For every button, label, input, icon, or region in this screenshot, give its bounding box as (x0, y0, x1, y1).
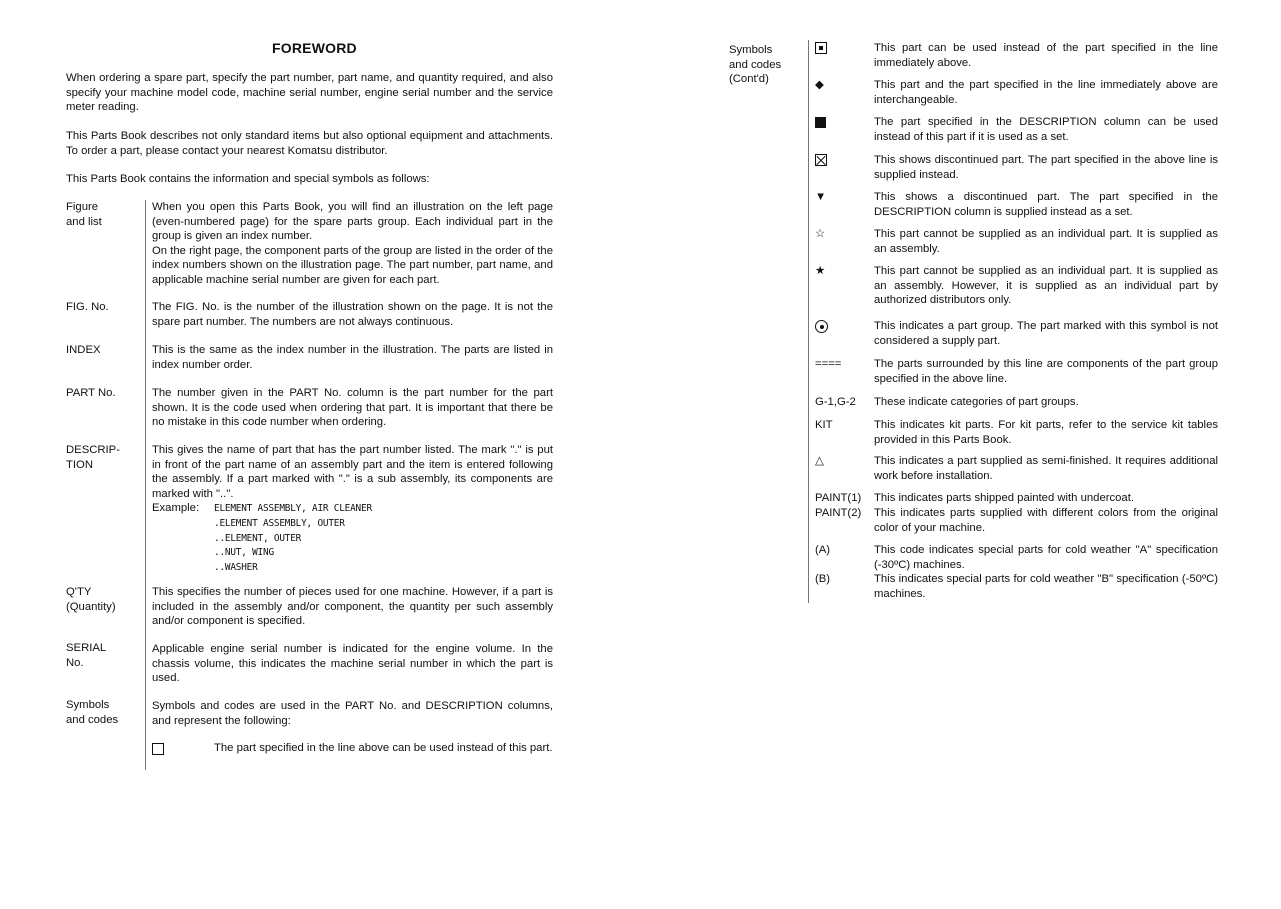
empty-square-icon (152, 742, 164, 759)
qty-label: Q'TY (Quantity) (66, 586, 116, 613)
example-label: Example: (152, 502, 200, 515)
part-no-label: PART No. (66, 387, 116, 399)
symbol-description: This indicates special parts for cold weather "B" specification (-50ºC) machines. (874, 573, 1218, 600)
example-line: .ELEMENT ASSEMBLY, OUTER (214, 517, 345, 529)
example-line: ..WASHER (214, 561, 258, 573)
example-line: ..ELEMENT, OUTER (214, 532, 302, 544)
symbol-code: PAINT(2) (815, 507, 862, 519)
intro-paragraph-1: When ordering a spare part, specify the part number, part name, and quantity required, and also specify your machine model code, machine serial number, engine serial number and the service meter reading. (66, 72, 553, 114)
figure-label: Figure and list (66, 201, 102, 228)
symbol-description: This code indicates special parts for cold weather "A" specification (-30ºC) machines. (874, 544, 1218, 571)
dotted-square-icon (815, 41, 871, 58)
filled-square-icon (815, 115, 871, 131)
symbol-description: This shows a discontinued part. The part specified in the DESCRIPTION column is supplied instead as a set. (874, 191, 1218, 218)
circled-dot-icon (815, 319, 871, 337)
description-text: This gives the name of part that has the part number listed. The mark "." is put in front of the part name of an assembly part and the item is entered following the assembly. If a part marked with "." is a sub assembly, its components are marked with "..". Example: ELEMENT ASSEMBLY, AIR CLEANER .ELEMENT ASSEMBLY, OUTER ..ELEMENT, OUTER ..NUT, WING ..WASHER (152, 443, 553, 575)
outline-star-icon: ☆ (815, 228, 826, 240)
symbol-description: This indicates a part group. The part marked with this symbol is not considered a supply part. (874, 320, 1218, 347)
symbol-description: This indicates parts shipped painted with undercoat. (874, 492, 1134, 504)
symbol-code: ==== (815, 358, 842, 370)
symbol-description: The part specified in the DESCRIPTION column can be used instead of this part if it is used as a set. (874, 116, 1218, 143)
symbol-code: (B) (815, 573, 831, 585)
symbol-description: This part and the part specified in the line immediately above are interchangeable. (874, 79, 1218, 106)
fig-no-label: FIG. No. (66, 301, 109, 313)
filled-star-icon: ★ (815, 265, 826, 277)
index-text: This is the same as the index number in the illustration. The parts are listed in index number order. (152, 344, 553, 371)
symbol-code: PAINT(1) (815, 492, 862, 504)
down-triangle-icon: ▼ (815, 191, 827, 203)
page-title: FOREWORD (272, 40, 357, 56)
intro-paragraph-2: This Parts Book describes not only standard items but also optional equipment and attachments. To order a part, please contact your nearest Komatsu distributor. (66, 130, 553, 157)
symbol-description: This part cannot be supplied as an individual part. It is supplied as an assembly. (874, 228, 1218, 255)
symbols-text: Symbols and codes are used in the PART No. and DESCRIPTION columns, and represent the following: (152, 700, 553, 727)
left-divider (145, 200, 146, 770)
symbol-description: This part can be used instead of the part specified in the line immediately above. (874, 42, 1218, 69)
triangle-icon: △ (815, 455, 824, 467)
symbol-code: G-1,G-2 (815, 396, 856, 408)
index-label: INDEX (66, 344, 101, 356)
example-line: ..NUT, WING (214, 547, 274, 559)
part-no-text: The number given in the PART No. column is the part number for the part shown. It is the code used when ordering that part. It is important that there be no mistake in this code number when ordering. (152, 387, 553, 429)
serial-label: SERIAL No. (66, 642, 107, 669)
symbol-description: The parts surrounded by this line are components of the part group specified in the above line. (874, 358, 1218, 385)
fig-no-text: The FIG. No. is the number of the illustration shown on the page. It is not the spare part number. The numbers are not always continuous. (152, 301, 553, 328)
diamond-icon: ◆ (815, 79, 824, 91)
symbols-label: Symbols and codes (66, 699, 119, 726)
symbol-code: KIT (815, 419, 833, 431)
symbols-continued-label: Symbols and codes (Cont'd) (729, 44, 782, 86)
figure-text: When you open this Parts Book, you will find an illustration on the left page (even-numbered page) for the spare parts group. Each individual part in the group is given an index number. On the right page, the component parts of the group are listed in the order of the index numbers shown on the illustration page. The part number, part name, and applicable machine serial number are given for each part. (152, 201, 553, 286)
symbol-description: These indicate categories of part groups. (874, 396, 1079, 408)
left-page (0, 0, 640, 909)
symbol-description: The part specified in the line above can be used instead of this part. (214, 742, 553, 754)
right-divider (808, 40, 809, 603)
intro-paragraph-3: This Parts Book contains the information and special symbols as follows: (66, 173, 430, 185)
symbol-description: This indicates kit parts. For kit parts, refer to the service kit tables provided in this Parts Book. (874, 419, 1218, 446)
symbol-description: This indicates a part supplied as semi-finished. It requires additional work before installation. (874, 455, 1218, 482)
symbol-code: (A) (815, 544, 831, 556)
crossed-square-icon (815, 153, 871, 170)
example-line: ELEMENT ASSEMBLY, AIR CLEANER (214, 503, 372, 515)
symbol-description: This indicates parts supplied with different colors from the original color of your machine. (874, 507, 1218, 534)
qty-text: This specifies the number of pieces used for one machine. However, if a part is included in the assembly and/or component, the quantity per such assembly and/or component is specified. (152, 586, 553, 628)
symbol-description: This shows discontinued part. The part specified in the above line is supplied instead. (874, 154, 1218, 181)
example-block (152, 501, 553, 575)
description-label: DESCRIP- TION (66, 444, 120, 471)
serial-text: Applicable engine serial number is indicated for the engine volume. In the chassis volume, this indicates the machine serial number in which the part is used. (152, 643, 553, 685)
symbol-description: This part cannot be supplied as an individual part. It is supplied as an assembly. However, it is supplied as an individual part by authorized distributors only. (874, 265, 1218, 307)
